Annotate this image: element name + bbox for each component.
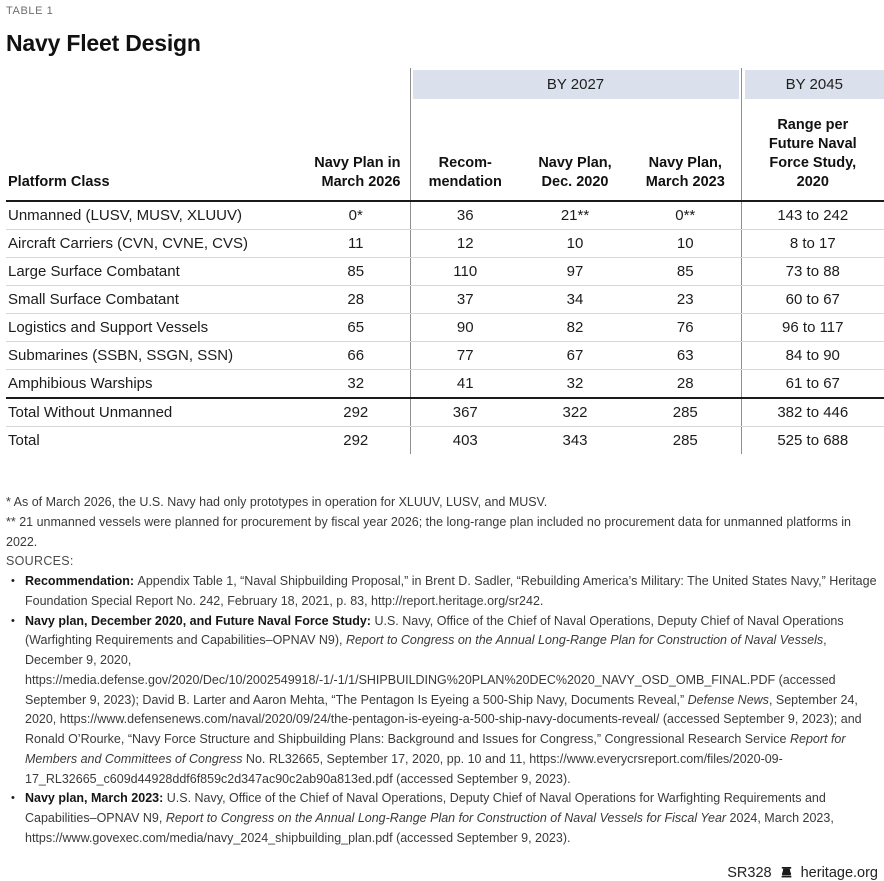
- row-platform-label: Logistics and Support Vessels: [6, 314, 302, 342]
- table-cell: 73 to 88: [741, 258, 884, 286]
- table-cell: 36: [410, 201, 520, 230]
- header-line: Platform Class: [8, 174, 110, 190]
- header-platform-class: [6, 104, 302, 201]
- table-row: [6, 370, 884, 399]
- bullet-icon: •: [11, 614, 15, 627]
- table-row: [6, 342, 884, 370]
- source-text-segment: Defense News: [687, 692, 769, 707]
- source-text-segment: , September 24, 2020, https://www.defensenews.com/naval/2020/09/24/the-pentagon-is-eyeing-a-500-ship-navy-documents-reveal/ (accessed September 9, 2023); and Ronald O’Rourke, “Navy Force Structure and Shipbuilding Plans: Background and Issues for Congress,” Congressional Research Service: [25, 692, 862, 746]
- table-cell: 285: [630, 398, 741, 427]
- table-cell: 77: [410, 342, 520, 370]
- table-row: [6, 201, 884, 230]
- source-text-segment: No. RL32665, September 17, 2020, pp. 10 and 11, https://www.everycrsreport.com/files/2020-09-17_RL32665_c609d44928ddf6f859c2d347ac90c2ab90a813ed.pdf (accessed September 9, 2023).: [25, 751, 783, 786]
- table-cell: 66: [302, 342, 410, 370]
- header-line: 2020: [796, 174, 829, 190]
- row-platform-label: Large Surface Combatant: [6, 258, 302, 286]
- heritage-bell-icon: [779, 865, 794, 880]
- header-line: Recom-: [438, 155, 492, 171]
- band-by-2045: [741, 68, 884, 104]
- header-line: Navy Plan,: [538, 155, 612, 171]
- header-line: mendation: [428, 174, 502, 190]
- table-cell: 110: [410, 258, 520, 286]
- table-cell: 82: [520, 314, 630, 342]
- bullet-icon: •: [11, 575, 15, 587]
- row-platform-label: Submarines (SSBN, SSGN, SSN): [6, 342, 302, 370]
- sources-label: SOURCES:: [6, 554, 74, 569]
- total-row: [6, 398, 884, 427]
- fleet-design-table: [6, 68, 884, 454]
- table-label: TABLE 1: [6, 5, 54, 17]
- source-text-segment: Navy plan, December 2020, and Future Naval Force Study:: [25, 613, 375, 628]
- source-text-segment: 2024, March 2023, https://www.govexec.com/media/navy_2024_shipbuilding_plan.pdf (accessed September 9, 2023).: [25, 811, 834, 845]
- row-platform-label: Total: [8, 432, 40, 449]
- header-line: Force Study,: [769, 155, 857, 171]
- source-text-segment: Report for Members and Committees of Congress: [25, 732, 846, 766]
- source-text-segment: Appendix Table 1, “Naval Shipbuilding Proposal,” in Brent D. Sadler, “Rebuilding America’s Military: The United States Navy,” Heritage Foundation Special Report No. 242, February 18, 2021, p. 83, http://report.heritage.org/sr242.: [25, 574, 877, 608]
- table-cell: 85: [302, 258, 410, 286]
- table-cell: 34: [520, 286, 630, 314]
- table-cell: 11: [302, 230, 410, 258]
- source-text-segment: , December 9, 2020, https://media.defense.gov/2020/Dec/10/2002549918/-1/-1/1/SHIPBUILDING%20PLAN%20DEC%2020_NAVY_OSD_OMB_FINAL.PDF (accessed September 9, 2023); David B. Larter and Aaron Mehta, “The Pentagon Is Eyeing a 500-Ship Navy, Documents Reveal,”: [25, 633, 836, 707]
- table-cell: 60 to 67: [741, 286, 884, 314]
- table-cell: 21**: [520, 201, 630, 230]
- table-cell: 61 to 67: [741, 370, 884, 399]
- table-cell: 10: [520, 230, 630, 258]
- row-platform-label: Aircraft Carriers (CVN, CVNE, CVS): [6, 230, 302, 258]
- table-cell: 322: [520, 398, 630, 427]
- source-text-segment: Report to Congress on the Annual Long-Range Plan for Construction of Naval Vessels: [345, 633, 824, 648]
- table-cell: 67: [520, 342, 630, 370]
- table-cell: 292: [302, 427, 410, 455]
- header-navy-plan-march-2023: [630, 104, 741, 201]
- table-cell: 525 to 688: [777, 432, 849, 449]
- row-platform-label: Amphibious Warships: [6, 370, 302, 399]
- band-row: [6, 68, 884, 104]
- row-platform-label: Unmanned (LUSV, MUSV, XLUUV): [6, 201, 302, 230]
- source-text-segment: U.S. Navy, Office of the Chief of Naval Operations, Deputy Chief of Naval Operations for Warfighting Requirements and Capabilities–OPNAV N9,: [25, 791, 826, 825]
- source-text-segment: Recommendation:: [25, 574, 138, 588]
- table-cell: 65: [302, 314, 410, 342]
- page-footer: [6, 865, 878, 881]
- header-line: Range per: [777, 117, 849, 133]
- footnote: * As of March 2026, the U.S. Navy had only prototypes in operation for XLUUV, LUSV, and MUSV.: [6, 495, 548, 509]
- sources-list: [6, 572, 884, 849]
- page-title: Navy Fleet Design: [6, 30, 201, 56]
- table-cell: 23: [630, 286, 741, 314]
- source-text-segment: Report to Congress on the Annual Long-Range Plan for Construction of Naval Vessels for Fiscal Year: [165, 811, 727, 825]
- table-row: [6, 286, 884, 314]
- header-navy-plan-march-2026: [302, 104, 410, 201]
- band-by-2027: [410, 68, 741, 104]
- source-item: [6, 789, 878, 848]
- table-row: [6, 258, 884, 286]
- band-spacer: [6, 68, 410, 104]
- source-item: [6, 612, 878, 790]
- table-cell: 343: [562, 432, 588, 449]
- footer-site: heritage.org: [800, 864, 878, 881]
- source-text-segment: Navy plan, March 2023:: [25, 791, 167, 806]
- header-line: March 2026: [321, 174, 401, 190]
- table-cell: 8 to 17: [741, 230, 884, 258]
- table-cell: 85: [630, 258, 741, 286]
- table-cell: 32: [520, 370, 630, 399]
- table-cell: 10: [630, 230, 741, 258]
- table-cell: 382 to 446: [741, 398, 884, 427]
- band-label-2027: BY 2027: [413, 70, 739, 99]
- table-cell: 285: [630, 427, 741, 455]
- table-cell: 0**: [630, 201, 741, 230]
- table-cell: 90: [410, 314, 520, 342]
- table-cell: 0*: [302, 201, 410, 230]
- header-line: Future Naval: [768, 136, 857, 152]
- header-navy-plan-dec-2020: [520, 104, 630, 201]
- footnote: ** 21 unmanned vessels were planned for procurement by fiscal year 2026; the long-range plan included no procurement data for unmanned platforms in 2022.: [6, 514, 851, 549]
- table-cell: 143 to 242: [741, 201, 884, 230]
- header-line: Navy Plan,: [648, 155, 722, 171]
- header-line: Navy Plan in: [314, 155, 401, 171]
- header-recommendation: [410, 104, 520, 201]
- table-cell: 403: [452, 432, 478, 449]
- row-platform-label: Small Surface Combatant: [6, 286, 302, 314]
- total-row: [6, 427, 884, 455]
- table-cell: 292: [302, 398, 410, 427]
- table-cell: 28: [302, 286, 410, 314]
- report-code: SR328: [727, 864, 772, 881]
- source-item: [6, 572, 878, 612]
- header-range-future-study: [741, 104, 884, 201]
- band-label-2045: BY 2045: [745, 70, 884, 99]
- header-line: March 2023: [645, 174, 725, 190]
- table-cell: 37: [410, 286, 520, 314]
- table-cell: 12: [410, 230, 520, 258]
- table-row: [6, 230, 884, 258]
- row-platform-label: Total Without Unmanned: [6, 398, 302, 427]
- bullet-icon: •: [11, 792, 15, 805]
- table-cell: 76: [630, 314, 741, 342]
- source-text-segment: U.S. Navy, Office of the Chief of Naval Operations, Deputy Chief of Naval Operations (Warfighting Requirements and Capabilities–OPNAV N9),: [25, 613, 844, 648]
- table-cell: 367: [410, 398, 520, 427]
- table-cell: 32: [302, 370, 410, 399]
- table-cell: 63: [630, 342, 741, 370]
- header-line: Dec. 2020: [541, 174, 609, 190]
- table-cell: 28: [630, 370, 741, 399]
- table-cell: 97: [520, 258, 630, 286]
- table-cell: 84 to 90: [741, 342, 884, 370]
- table-cell: 41: [410, 370, 520, 399]
- footnotes: [6, 493, 878, 552]
- header-row: [6, 104, 884, 201]
- table-row: [6, 314, 884, 342]
- table-cell: 96 to 117: [741, 314, 884, 342]
